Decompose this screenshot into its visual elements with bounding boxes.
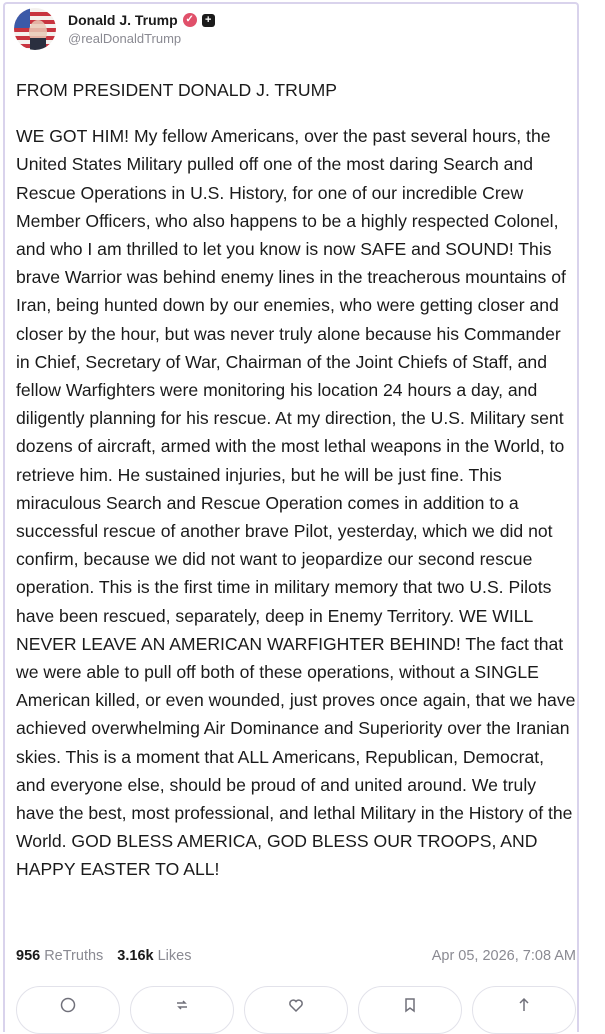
post-stats <box>16 948 576 964</box>
like-heart-icon <box>288 997 304 1013</box>
avatar-flag-image <box>14 8 56 50</box>
post-timestamp[interactable]: Apr 05, 2026, 7:08 AM <box>431 948 576 964</box>
verified-check-icon: ✓ <box>183 13 197 27</box>
bookmark-icon <box>402 997 418 1013</box>
avatar[interactable] <box>14 8 56 50</box>
retruth-button[interactable] <box>130 986 234 1034</box>
bookmark-button[interactable] <box>358 986 462 1034</box>
author-handle[interactable]: @realDonaldTrump <box>68 31 182 46</box>
reply-button[interactable] <box>16 986 120 1034</box>
plus-badge-icon: + <box>202 14 215 27</box>
share-icon <box>516 997 532 1013</box>
retruths-count[interactable]: 956 <box>16 948 41 964</box>
share-button[interactable] <box>472 986 576 1034</box>
reply-icon <box>60 997 76 1013</box>
likes-label[interactable]: Likes <box>157 948 192 964</box>
author-display-name[interactable]: Donald J. Trump <box>68 12 178 28</box>
post-body: WE GOT HIM! My fellow Americans, over the past several hours, the United States Military pulled off one of the most daring Search and Rescue Operations in U.S. History, for one of our incredible Crew Member Officers, who also happens to be a highly respected Colonel, and who I am thrilled to let you know is now SAFE and SOUND! This brave Warrior was behind enemy lines in the treacherous mountains of Iran, being hunted down by our enemies, who were getting closer and closer by the hour, but was never truly alone because his Commander in Chief, Secretary of War, Chairman of the Joint Chiefs of Staff, and fellow Warfighters were monitoring his location 24 hours a day, and diligently planning for his rescue. At my direction, the U.S. Military sent dozens of aircraft, armed with the most lethal weapons in the World, to retrieve him. He sustained injuries, but he will be just fine. This miraculous Search and Rescue Operation comes in addition to a successful rescue of another brave Pilot, yesterday, which we did not confirm, because we did not want to jeopardize our second rescue operation. This is the first time in military memory that two U.S. Pilots have been rescued, separately, deep in Enemy Territory. WE WILL NEVER LEAVE AN AMERICAN WARFIGHTER BEHIND! The fact that we were able to pull off both of these operations, without a SINGLE American killed, or even wounded, just proves once again, that we have achieved overwhelming Air Dominance and Superiority over the Iranian skies. This is a moment that ALL Americans, Republican, Democrat, and everyone else, should be proud of and united around. We truly have the best, most professional, and lethal Military in the History of the World. GOD BLESS AMERICA, GOD BLESS OUR TROOPS, AND HAPPY EASTER TO ALL! <box>16 126 576 880</box>
post-actions <box>16 986 578 1034</box>
author-name-row <box>68 12 215 28</box>
like-button[interactable] <box>244 986 348 1034</box>
author-names <box>68 12 215 46</box>
post-content <box>16 76 576 884</box>
retruth-icon <box>174 997 190 1013</box>
likes-count[interactable]: 3.16k <box>117 948 154 964</box>
post-headline: FROM PRESIDENT DONALD J. TRUMP <box>16 80 337 100</box>
retruths-label[interactable]: ReTruths <box>44 948 104 964</box>
post-header <box>14 6 215 52</box>
